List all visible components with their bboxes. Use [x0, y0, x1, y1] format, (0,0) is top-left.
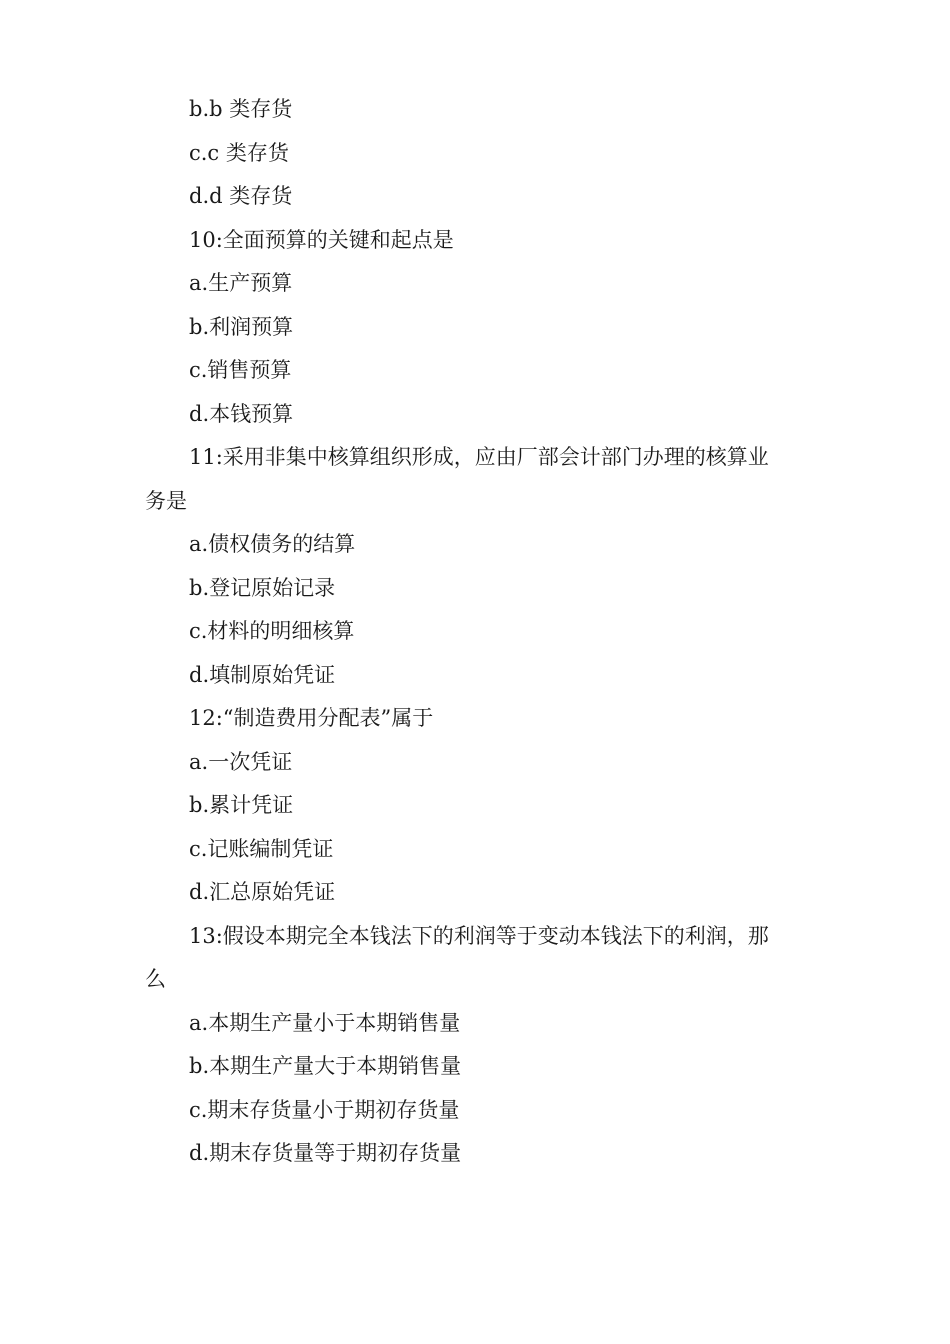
question-line: 11:采用非集中核算组织形成，应由厂部会计部门办理的核算业	[189, 445, 769, 469]
option-line: c.材料的明细核算	[189, 619, 355, 643]
option-line: a.本期生产量小于本期销售量	[189, 1010, 461, 1035]
option-line: d.期末存货量等于期初存货量	[189, 1141, 462, 1165]
option-line: b.登记原始记录	[189, 575, 336, 600]
option-line: d.本钱预算	[189, 401, 294, 426]
question-line: 10:全面预算的关键和起点是	[189, 227, 454, 252]
option-line: c.c 类存货	[189, 140, 289, 165]
option-line: d.汇总原始凭证	[189, 880, 336, 904]
question-line: 13:假设本期完全本钱法下的利润等于变动本钱法下的利润，那	[189, 923, 769, 948]
option-line: c.期末存货量小于期初存货量	[189, 1097, 460, 1122]
option-line: a.生产预算	[189, 271, 293, 295]
question-continuation-line: 么	[145, 967, 166, 991]
document-body	[145, 88, 815, 1176]
option-line: b.本期生产量大于本期销售量	[189, 1054, 462, 1078]
option-line: b.累计凭证	[189, 793, 294, 817]
option-line: a.债权债务的结算	[189, 532, 356, 556]
option-line: b.b 类存货	[189, 97, 293, 121]
option-line: a.一次凭证	[189, 749, 293, 774]
option-line: d.d 类存货	[189, 184, 293, 208]
option-line: b.利润预算	[189, 314, 294, 339]
question-continuation-line: 务是	[145, 488, 187, 513]
question-line: 12:“制造费用分配表”属于	[189, 706, 434, 730]
option-line: c.销售预算	[189, 358, 292, 382]
option-line: d.填制原始凭证	[189, 662, 336, 687]
option-line: c.记账编制凭证	[189, 836, 334, 861]
